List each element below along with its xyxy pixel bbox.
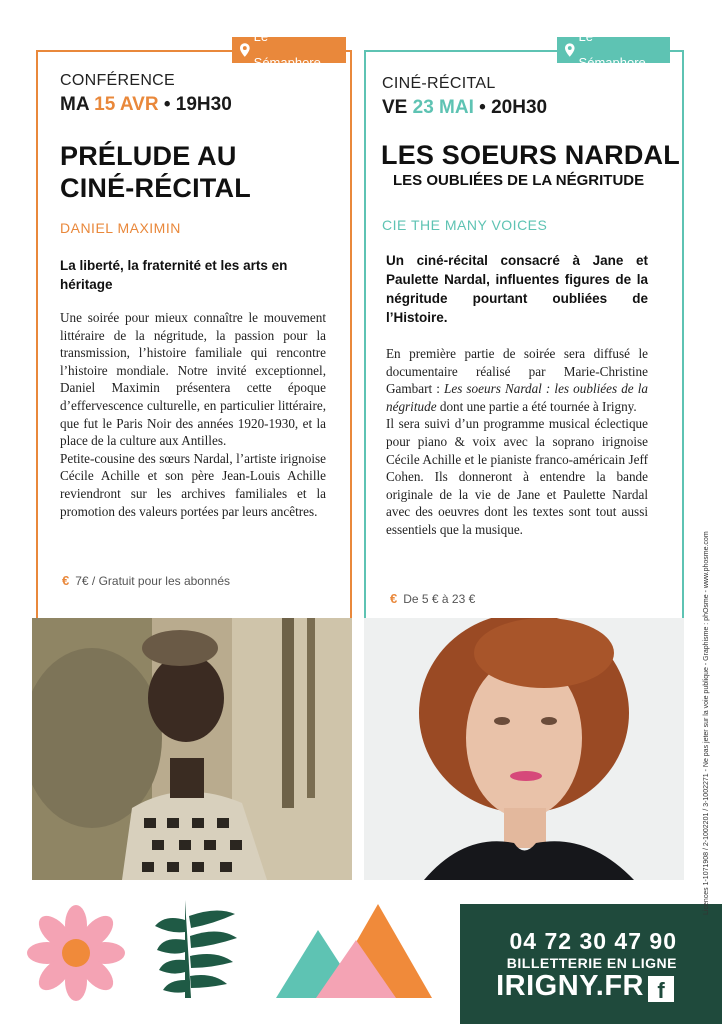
right-date bbox=[382, 97, 547, 119]
left-date-value: 15 AVR bbox=[94, 94, 159, 115]
right-subtitle: LES OUBLIÉES DE LA NÉGRITUDE bbox=[393, 172, 645, 189]
singer-portrait-photo bbox=[364, 618, 684, 880]
facebook-icon[interactable]: f bbox=[648, 976, 674, 1002]
right-time: 20H30 bbox=[491, 97, 548, 118]
right-venue-tag bbox=[557, 29, 670, 70]
left-date-bullet: • bbox=[163, 94, 171, 115]
right-lead: Un ciné-récital consacré à Jane et Paulette Nardal, influentes figures de la négritude pourtant oubliées de l’Histoire. bbox=[386, 253, 648, 325]
left-date bbox=[60, 94, 232, 116]
right-venue-label: Le Sémaphore bbox=[578, 29, 646, 70]
right-day: VE bbox=[382, 97, 408, 118]
right-date-bullet: • bbox=[479, 97, 486, 118]
vintage-portrait-photo bbox=[32, 618, 352, 880]
ticketing-label: BILLETTERIE EN LIGNE bbox=[506, 955, 677, 971]
left-body-p2: Petite-cousine des sœurs Nardal, l’artiste irignoise Cécile Achille et son père Jean-Louis Achille reviendront sur les archives familiales et la promotion des valeurs portées par leurs ancêtres. bbox=[60, 450, 326, 519]
pink-flower-icon bbox=[27, 905, 125, 1001]
side-credits bbox=[697, 460, 717, 920]
left-artist: DANIEL MAXIMIN bbox=[60, 220, 181, 236]
right-artist: CIE THE MANY VOICES bbox=[382, 217, 548, 233]
location-pin-icon bbox=[240, 43, 250, 57]
left-price-text: 7€ / Gratuit pour les abonnés bbox=[75, 573, 230, 588]
left-venue-label: Le Sémaphore bbox=[253, 29, 321, 70]
side-credits-text: Licences 1-1071908 / 2-1002201 / 3-1002271 - Ne pas jeter sur la voie publique - Graphisme : phOsme - www.phosme.com bbox=[703, 531, 710, 915]
phone-number[interactable]: 04 72 30 47 90 bbox=[509, 928, 677, 954]
right-body-p2: Il sera suivi d’un programme musical éclectique pour piano & voix avec la soprano irignoise Cécile Achille et le pianiste franco-américain Jeff Cohen. Ils donneront à entendre la bande originale de la vie de Jane et Paulette Nardal avec des oeuvres dont les textes sont tout aussi essentiels que la musique. bbox=[386, 416, 648, 537]
euro-icon: € bbox=[62, 573, 70, 588]
right-category: CINÉ-RÉCITAL bbox=[382, 75, 496, 92]
left-body-p1: Une soirée pour mieux connaître le mouvement littéraire de la négritude, la passion pour la transmission, l’histoire familiale qui rencontre l’histoire mondiale. Notre invité exceptionnel, Daniel Maximin présentera cette époque d’effervescence culturelle, en particulier littéraire, que fut le Paris Noir des années 1920-1930, et la place de la culture aux Antilles. bbox=[60, 310, 326, 449]
right-date-value: 23 MAI bbox=[412, 97, 474, 118]
euro-icon: € bbox=[390, 591, 398, 606]
left-time: 19H30 bbox=[175, 94, 232, 115]
left-body bbox=[60, 309, 326, 520]
website-link[interactable]: IRIGNY.FR bbox=[496, 970, 644, 1002]
left-day: MA bbox=[60, 94, 89, 115]
left-lead: La liberté, la fraternité et les arts en héritage bbox=[60, 258, 288, 292]
film-title: Les soeurs Nardal : les oubliées de la négritude bbox=[386, 381, 648, 414]
right-body-p1: En première partie de soirée sera diffusé le documentaire réalisé par Marie-Christine Gambart : Les soeurs Nardal : les oubliées de la négritude dont une partie a été tournée à Irigny. bbox=[386, 346, 648, 414]
right-body bbox=[386, 345, 648, 539]
location-pin-icon bbox=[565, 43, 575, 57]
right-price bbox=[390, 591, 475, 606]
right-title: LES SOEURS NARDAL bbox=[381, 140, 680, 170]
left-venue-tag bbox=[232, 29, 346, 70]
leaf-icon bbox=[155, 898, 237, 1002]
right-price-text: De 5 € à 23 € bbox=[403, 591, 476, 606]
left-price bbox=[62, 573, 230, 588]
left-title bbox=[60, 140, 251, 204]
left-category: CONFÉRENCE bbox=[60, 72, 176, 89]
mountains-icon bbox=[276, 900, 436, 1000]
left-title-line2: CINÉ-RÉCITAL bbox=[60, 173, 251, 203]
contact-box bbox=[460, 904, 722, 1024]
left-title-line1: PRÉLUDE AU bbox=[60, 141, 237, 171]
